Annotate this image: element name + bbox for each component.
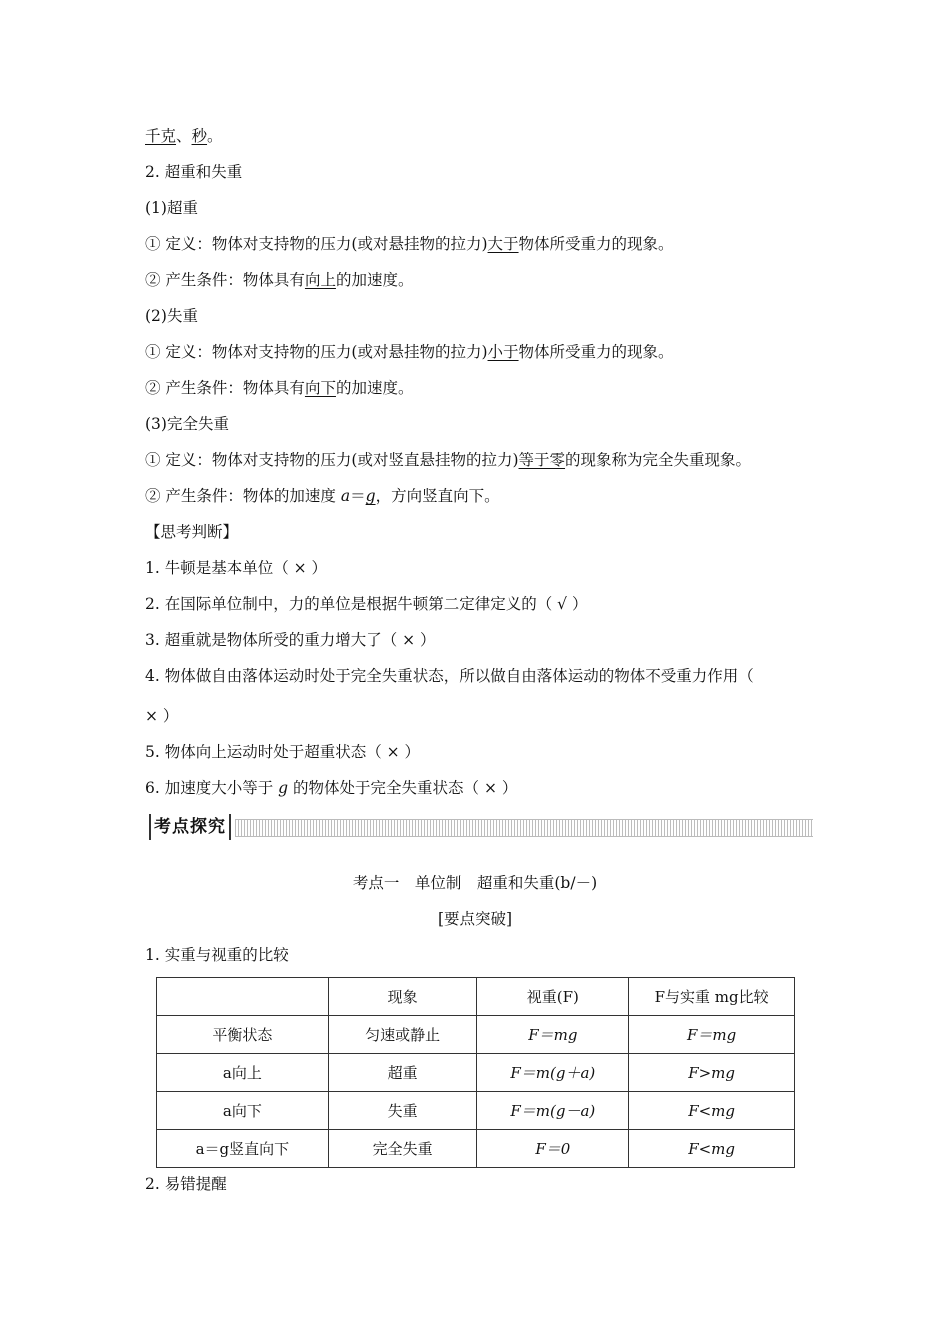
item-heading: 1. 实重与视重的比较 — [145, 946, 289, 964]
table-cell: F＝m(g－a) — [477, 1092, 629, 1130]
underlined-answer: 大于 — [487, 235, 519, 253]
subheading: (3)完全失重 — [145, 415, 229, 433]
judge-item-continued: × ） — [145, 707, 179, 725]
text-line: ① 定义：物体对支持物的压力(或对悬挂物的拉力)大于物体所受重力的现象。 — [145, 235, 674, 253]
banner-title: 考点探究 — [149, 814, 231, 840]
item-heading: 2. 易错提醒 — [145, 1175, 227, 1193]
table-header-cell: F与实重 mg比较 — [629, 978, 795, 1016]
section-heading: 2. 超重和失重 — [145, 163, 243, 181]
judge-item: 4. 物体做自由落体运动时处于完全失重状态，所以做自由落体运动的物体不受重力作用（ — [145, 667, 754, 685]
table-cell: a＝g竖直向下 — [157, 1130, 329, 1168]
judge-item: 2. 在国际单位制中，力的单位是根据牛顿第二定律定义的（ √ ） — [145, 595, 588, 613]
underlined-answer: 千克 — [145, 127, 177, 145]
text-line: ② 产生条件：物体具有向下的加速度。 — [145, 379, 414, 397]
table-cell: a向下 — [157, 1092, 329, 1130]
table-cell: F＝mg — [629, 1016, 795, 1054]
table-cell: 匀速或静止 — [328, 1016, 477, 1054]
text-line: ② 产生条件：物体具有向上的加速度。 — [145, 271, 414, 289]
table-header-row — [157, 978, 795, 1016]
text-line: 千克、秒。 — [145, 127, 223, 145]
section-banner — [143, 814, 813, 840]
text-line: ② 产生条件：物体的加速度 a＝g，方向竖直向下。 — [145, 487, 500, 505]
subheading: (1)超重 — [145, 199, 198, 217]
table-cell: F＝m(g＋a) — [477, 1054, 629, 1092]
table-cell: 平衡状态 — [157, 1016, 329, 1054]
underlined-answer: 向上 — [304, 271, 336, 289]
judge-item: 3. 超重就是物体所受的重力增大了（ × ） — [145, 631, 436, 649]
table-cell: 完全失重 — [328, 1130, 477, 1168]
judge-item: 5. 物体向上运动时处于超重状态（ × ） — [145, 743, 421, 761]
table-row — [157, 1130, 795, 1168]
text-line: ① 定义：物体对支持物的压力(或对悬挂物的拉力)小于物体所受重力的现象。 — [145, 343, 674, 361]
table-cell: 失重 — [328, 1092, 477, 1130]
table-row — [157, 1016, 795, 1054]
underlined-answer: 小于 — [487, 343, 519, 361]
topic-subtitle: [要点突破] — [437, 910, 513, 928]
table-cell: a向上 — [157, 1054, 329, 1092]
table-row — [157, 1054, 795, 1092]
table-cell: F＝mg — [477, 1016, 629, 1054]
table-cell: F<mg — [629, 1130, 795, 1168]
table-cell: F<mg — [629, 1092, 795, 1130]
judge-item: 6. 加速度大小等于 g 的物体处于完全失重状态（ × ） — [145, 779, 518, 797]
topic-title: 考点一 单位制 超重和失重(b/－) — [352, 874, 598, 892]
text-line: ① 定义：物体对支持物的压力(或对竖直悬挂物的拉力)等于零的现象称为完全失重现象。 — [145, 451, 752, 469]
table-cell: F>mg — [629, 1054, 795, 1092]
underlined-answer: 秒 — [191, 127, 208, 145]
table-header-cell: 现象 — [328, 978, 477, 1016]
table-cell: F＝0 — [477, 1130, 629, 1168]
underlined-answer: 向下 — [304, 379, 336, 397]
underlined-answer: 等于零 — [518, 451, 566, 469]
judge-item: 1. 牛顿是基本单位（ × ） — [145, 559, 328, 577]
table-header-cell: 视重(F) — [477, 978, 629, 1016]
table-cell: 超重 — [328, 1054, 477, 1092]
subheading: (2)失重 — [145, 307, 198, 325]
comparison-table — [156, 977, 795, 1168]
underlined-answer: g — [365, 487, 376, 505]
table-header-cell — [157, 978, 329, 1016]
table-row — [157, 1092, 795, 1130]
think-judge-heading: 【思考判断】 — [145, 523, 239, 541]
banner-hatch-decoration — [235, 819, 813, 837]
